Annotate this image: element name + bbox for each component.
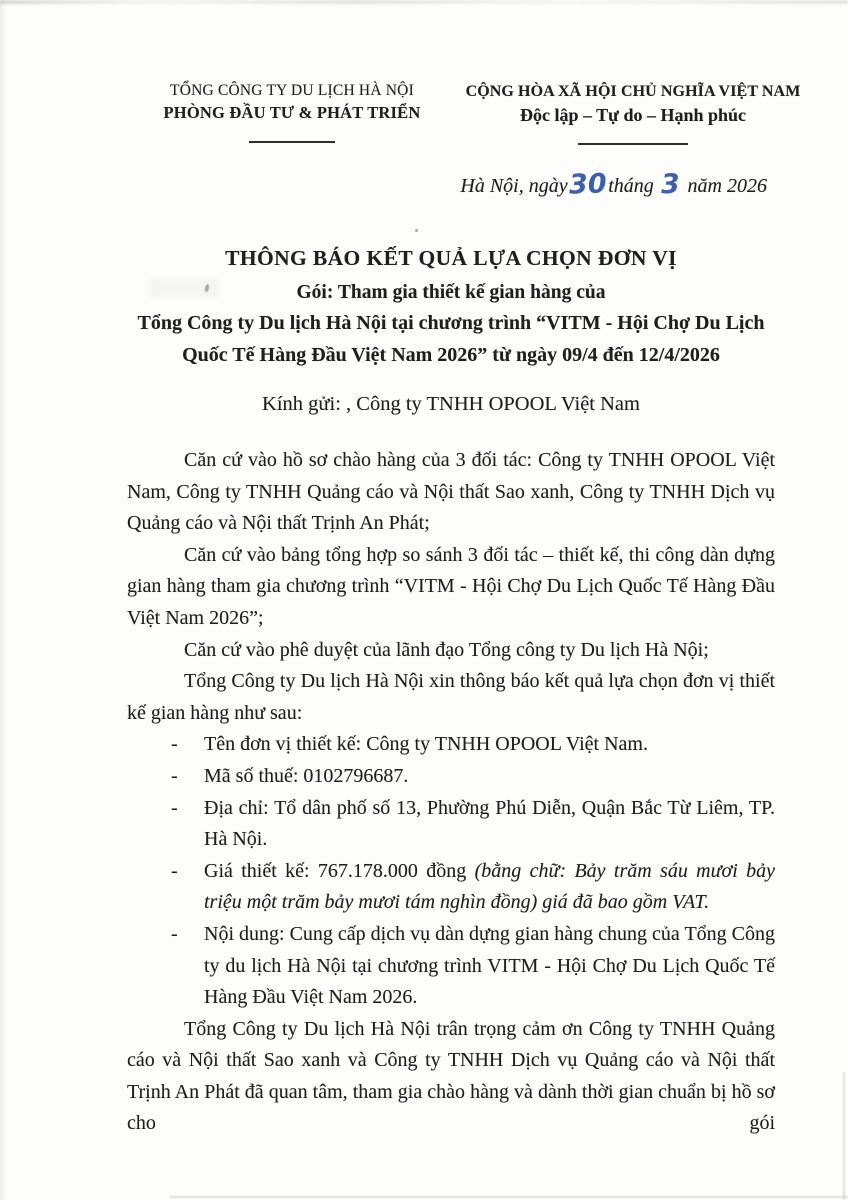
bullet-dash: - bbox=[171, 796, 178, 819]
text-segment: Mã số thuế: 0102796687. bbox=[204, 764, 409, 787]
body-paragraph bbox=[127, 1014, 775, 1140]
text-segment: Tổng Công ty Du lịch Hà Nội trân trọng cảm ơn Công ty TNHH Quảng cáo và Nội thất Sao xanh và Công ty TNHH Dịch vụ Quảng cáo và Nội thất Trịnh An Phát đã quan tâm, tham gia chào hàng và dành thời gian chuẩn bị hồ sơ cho gói bbox=[127, 1017, 775, 1135]
handwritten-month: 3 bbox=[660, 168, 681, 201]
bullet-item bbox=[127, 856, 775, 919]
document-body bbox=[127, 445, 775, 1140]
body-paragraph bbox=[127, 635, 775, 667]
bullet-text bbox=[204, 729, 775, 761]
letterhead bbox=[127, 80, 801, 145]
national-motto: Độc lập – Tự do – Hạnh phúc bbox=[519, 105, 747, 125]
document-subtitle-line2: Tổng Công ty Du lịch Hà Nội tại chương trình “VITM - Hội Chợ Du Lịch bbox=[137, 312, 765, 334]
text-segment: Căn cứ vào phê duyệt của lãnh đạo Tổng công ty Du lịch Hà Nội; bbox=[184, 638, 709, 661]
letterhead-issuer-block bbox=[127, 80, 457, 143]
dateline-mid: tháng bbox=[608, 175, 654, 197]
bullet-text bbox=[204, 856, 775, 919]
bullet-dash: - bbox=[171, 922, 178, 945]
text-segment: (bằng chữ: Bảy trăm sáu mươi bảy triệu một trăm bảy mươi tám nghìn đồng) giá đã bao gồm VAT. bbox=[204, 859, 775, 914]
title-block bbox=[127, 243, 775, 371]
dateline-prefix: Hà Nội, ngày bbox=[460, 175, 568, 197]
body-paragraph bbox=[127, 666, 775, 729]
bullet-dash: - bbox=[171, 764, 178, 787]
bullet-dash: - bbox=[171, 859, 178, 882]
national-header: CỘNG HÒA XÃ HỘI CHỦ NGHĨA VIỆT NAM bbox=[465, 83, 801, 100]
body-paragraph bbox=[127, 540, 775, 635]
text-segment: Nội dung: Cung cấp dịch vụ dàn dựng gian hàng chung của Tổng Công ty du lịch Hà Nội tại chương trình VITM - Hội Chợ Du Lịch Quốc Tế Hàng Đầu Việt Nam 2026. bbox=[204, 922, 775, 1009]
document-subtitle-line3: Quốc Tế Hàng Đầu Việt Nam 2026” từ ngày 09/4 đến 12/4/2026 bbox=[182, 344, 720, 366]
handwritten-day: 30 bbox=[568, 168, 607, 201]
body-paragraph bbox=[127, 445, 775, 540]
document-subtitle-package: Gói: Tham gia thiết kế gian hàng của bbox=[296, 282, 606, 303]
bullet-item bbox=[127, 793, 775, 856]
text-segment: Căn cứ vào hồ sơ chào hàng của 3 đối tác: Công ty TNHH OPOOL Việt Nam, Công ty TNHH Quảng cáo và Nội thất Sao xanh, Công ty TNHH Dịch vụ Quảng cáo và Nội thất Trịnh An Phát; bbox=[127, 449, 775, 535]
text-segment: Địa chỉ: Tổ dân phố số 13, Phường Phú Diễn, Quận Bắc Từ Liêm, TP. Hà Nội. bbox=[204, 796, 775, 851]
bullet-text bbox=[204, 793, 775, 856]
dateline bbox=[127, 169, 775, 201]
text-segment: Tên đơn vị thiết kế: Công ty TNHH OPOOL Việt Nam. bbox=[204, 733, 648, 756]
bullet-text bbox=[204, 919, 775, 1014]
dateline-suffix: năm 2026 bbox=[687, 175, 767, 197]
bullet-item bbox=[127, 919, 775, 1014]
bullet-text bbox=[204, 761, 775, 793]
bullet-item bbox=[127, 729, 775, 761]
bullet-dash: - bbox=[171, 733, 178, 756]
text-segment: Tổng Công ty Du lịch Hà Nội xin thông báo kết quả lựa chọn đơn vị thiết kế gian hàng như sau: bbox=[127, 670, 775, 724]
bullet-item bbox=[127, 761, 775, 793]
text-segment: Căn cứ vào bảng tổng hợp so sánh 3 đối tác – thiết kế, thi công dàn dựng gian hàng tham gia chương trình “VITM - Hội Chợ Du Lịch Quốc Tế Hàng Đầu Việt Nam 2026”; bbox=[127, 543, 775, 629]
scan-edge-bottom bbox=[170, 1196, 848, 1198]
letterhead-divider-line bbox=[578, 143, 688, 145]
text-segment: Giá thiết kế: 767.178.000 đồng bbox=[204, 859, 475, 882]
issuer-department-name: PHÒNG ĐẦU TƯ & PHÁT TRIỂN bbox=[163, 103, 421, 122]
issuer-organization-name: TỔNG CÔNG TY DU LỊCH HÀ NỘI bbox=[170, 82, 414, 99]
letterhead-divider-line bbox=[249, 141, 335, 143]
salutation-line: Kính gửi: , Công ty TNHH OPOOL Việt Nam bbox=[262, 393, 640, 415]
letterhead-national-block bbox=[457, 80, 809, 145]
document-title: THÔNG BÁO KẾT QUẢ LỰA CHỌN ĐƠN VỊ bbox=[225, 246, 677, 270]
